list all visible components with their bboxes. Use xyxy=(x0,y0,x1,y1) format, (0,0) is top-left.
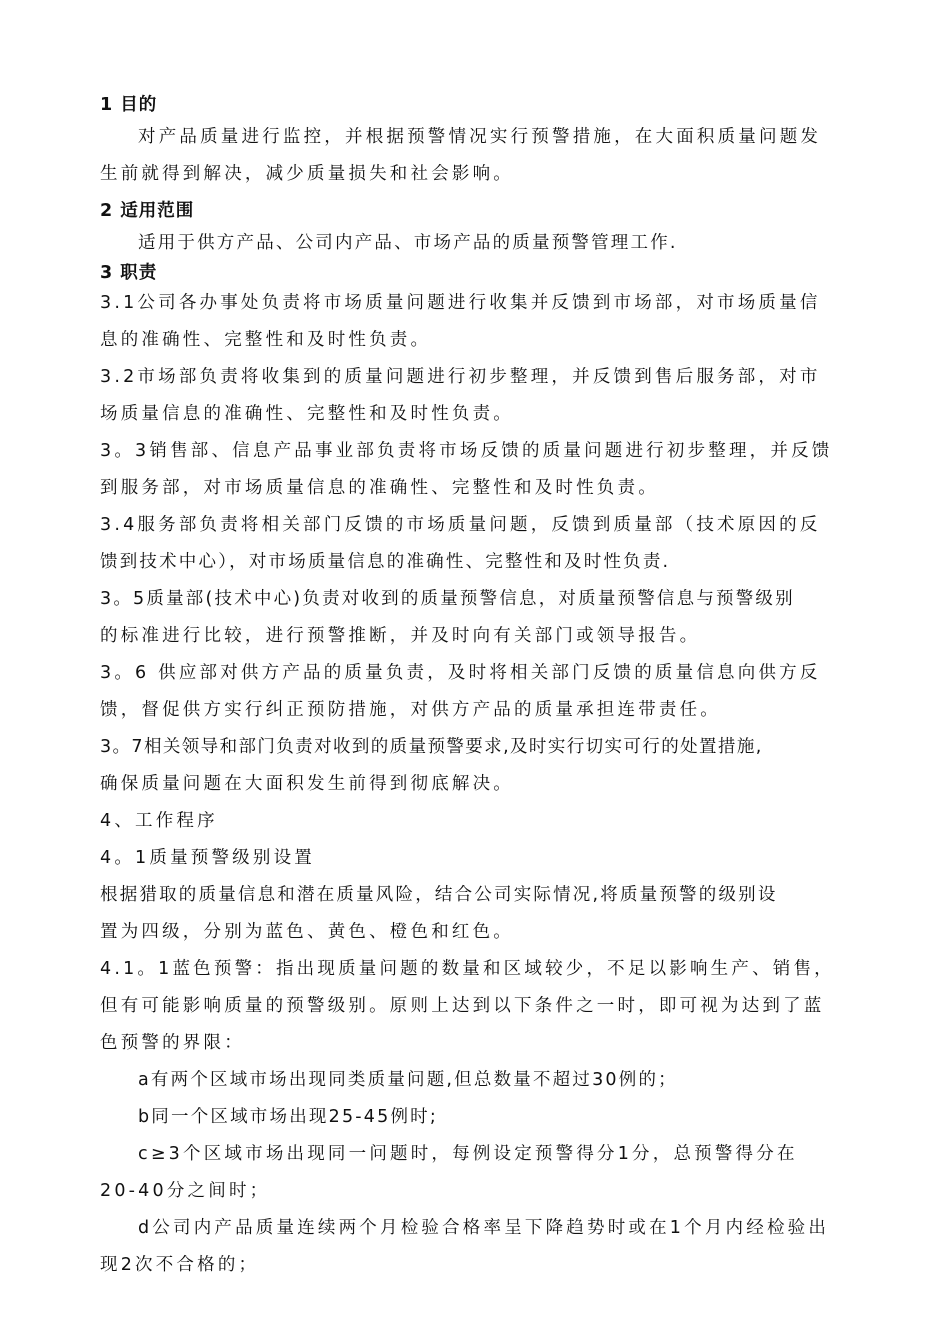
blue-warning-line-1: 4.1。1蓝色预警：指出现质量问题的数量和区域较少，不足以影响生产、销售， xyxy=(100,959,835,979)
item-3-6-line-2: 馈，督促供方实行纠正预防措施，对供方产品的质量承担连带责任。 xyxy=(100,700,721,720)
item-3-4-line-1: 3.4服务部负责将相关部门反馈的市场质量问题，反馈到质量部（技术原因的反 xyxy=(100,515,821,535)
procedure-title: 4、工作程序 xyxy=(100,811,218,831)
blue-warning-line-2: 但有可能影响质量的预警级别。原则上达到以下条件之一时，即可视为达到了蓝 xyxy=(100,996,825,1016)
item-3-6-line-1: 3。6 供应部对供方产品的质量负责，及时将相关部门反馈的质量信息向供方反 xyxy=(100,663,821,683)
item-3-3-line-2: 到服务部，对市场质量信息的准确性、完整性和及时性负责。 xyxy=(100,478,659,498)
condition-b: b同一个区域市场出现25-45例时; xyxy=(138,1107,438,1127)
item-3-4-line-2: 馈到技术中心），对市场质量信息的准确性、完整性和及时性负责. xyxy=(100,552,671,572)
item-3-7-line-2: 确保质量问题在大面积发生前得到彻底解决。 xyxy=(100,774,514,794)
document-body xyxy=(100,90,865,1280)
condition-c-line-1: c≥3个区域市场出现同一问题时，每例设定预警得分1分，总预警得分在 xyxy=(138,1144,798,1164)
item-3-1-line-2: 息的准确性、完整性和及时性负责。 xyxy=(100,330,432,350)
condition-c-line-2: 20-40分之间时； xyxy=(100,1181,271,1201)
section-2-heading: 2 适用范围 xyxy=(100,201,195,221)
condition-a: a有两个区域市场出现同类质量问题,但总数量不超过30例的； xyxy=(138,1070,678,1090)
item-3-5-line-2: 的标准进行比较，进行预警推断，并及时向有关部门或领导报告。 xyxy=(100,626,701,646)
blue-warning-line-3: 色预警的界限： xyxy=(100,1033,245,1053)
section-1-line-2: 生前就得到解决，减少质量损失和社会影响。 xyxy=(100,164,514,184)
section-2-line-1: 适用于供方产品、公司内产品、市场产品的质量预警管理工作. xyxy=(138,233,678,253)
procedure-subtitle: 4。1质量预警级别设置 xyxy=(100,848,315,868)
condition-d-line-2: 现2次不合格的； xyxy=(100,1255,260,1275)
item-3-7-line-1: 3。7相关领导和部门负责对收到的质量预警要求,及时实行切实可行的处置措施, xyxy=(100,737,763,757)
item-3-3-line-1: 3。3销售部、信息产品事业部负责将市场反馈的质量问题进行初步整理，并反馈 xyxy=(100,441,833,461)
procedure-intro-line-1: 根据猎取的质量信息和潜在质量风险，结合公司实际情况,将质量预警的级别设 xyxy=(100,885,778,905)
item-3-5-line-1: 3。5质量部(技术中心)负责对收到的质量预警信息，对质量预警信息与预警级别 xyxy=(100,589,795,609)
condition-d-line-1: d公司内产品质量连续两个月检验合格率呈下降趋势时或在1个月内经检验出 xyxy=(138,1218,830,1238)
procedure-intro-line-2: 置为四级，分别为蓝色、黄色、橙色和红色。 xyxy=(100,922,514,942)
section-3-heading: 3 职责 xyxy=(100,263,158,283)
item-3-1-line-1: 3.1公司各办事处负责将市场质量问题进行收集并反馈到市场部，对市场质量信 xyxy=(100,293,821,313)
section-1-heading: 1 目的 xyxy=(100,95,158,115)
item-3-2-line-2: 场质量信息的准确性、完整性和及时性负责。 xyxy=(100,404,514,424)
item-3-2-line-1: 3.2市场部负责将收集到的质量问题进行初步整理，并反馈到售后服务部，对市 xyxy=(100,367,821,387)
section-1-line-1: 对产品质量进行监控，并根据预警情况实行预警措施，在大面积质量问题发 xyxy=(138,127,822,147)
